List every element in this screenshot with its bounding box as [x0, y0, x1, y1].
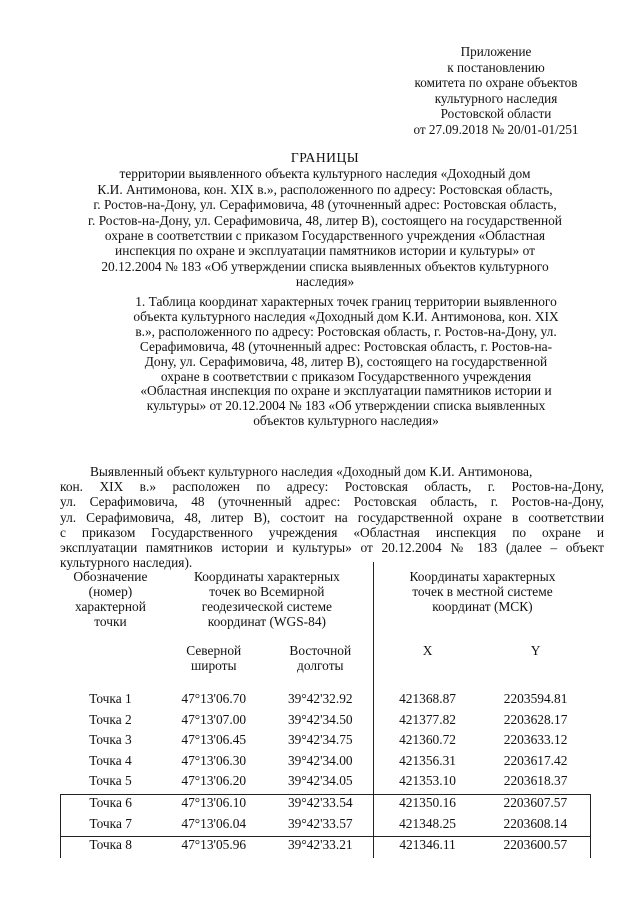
lat-cell: 47°13'06.45: [181, 732, 247, 748]
x-cell: 421350.16: [374, 794, 481, 815]
latitude-header: [160, 639, 267, 691]
point-cell: Точка 2: [89, 711, 132, 727]
longitude-header: [267, 639, 374, 691]
y-cell: 2203618.37: [503, 773, 568, 789]
lon-cell: 39°42'34.05: [287, 773, 353, 789]
y-header: Y: [530, 643, 541, 658]
y-cell: 2203594.81: [503, 691, 568, 706]
point-cell: Точка 8: [61, 837, 161, 858]
table-row: [61, 773, 591, 794]
x-cell: 421368.87: [374, 691, 481, 712]
paragraph-line: ул. Серафимовича, 48, литер В), состоит на государственной охране в соответствии: [60, 509, 604, 525]
x-cell: 421353.10: [374, 773, 481, 794]
point-cell: Точка 3: [89, 732, 132, 748]
lat-cell: 47°13'06.70: [181, 691, 247, 706]
table-row: [61, 712, 591, 733]
lat-cell: 47°13'07.00: [181, 711, 247, 727]
lat-cell: 47°13'06.30: [181, 752, 247, 768]
x-cell: 421346.11: [374, 837, 481, 858]
y-cell: 2203607.57: [481, 794, 591, 815]
table-row: [61, 837, 591, 858]
lon-cell: 39°42'34.75: [287, 732, 353, 748]
appendix-block: [380, 44, 612, 138]
header-text: (номер): [88, 584, 133, 599]
header-text: Обозначение: [73, 569, 148, 584]
appendix-line: Ростовской области: [440, 106, 552, 122]
title-heading: ГРАНИЦЫ: [290, 150, 360, 165]
section-1-heading: [92, 295, 600, 429]
y-cell: 2203617.42: [503, 752, 568, 768]
section-line: в.», расположенного по адресу: Ростовская область, г. Ростов-на-Дону, ул.: [135, 323, 557, 339]
lon-cell: 39°42'33.54: [267, 794, 374, 815]
title-line: охране в соответствии с приказом Государственного учреждения «Областная: [104, 228, 546, 244]
description-paragraph: [60, 464, 604, 570]
point-cell: Точка 4: [89, 752, 132, 768]
header-text: Северной: [186, 643, 242, 658]
header-text: координат (WGS-84): [207, 614, 326, 629]
header-text: Координаты характерных: [193, 569, 340, 584]
appendix-line: от 27.09.2018 № 20/01-01/251: [413, 121, 579, 137]
header-text: точек во Всемирной: [209, 584, 325, 599]
section-line: объекта культурного наследия «Доходный дом К.И. Антимонова, кон. XIX: [133, 308, 559, 324]
section-line: культуры» от 20.12.2004 № 183 «Об утверждении списка выявленных: [146, 398, 546, 414]
header-text: Координаты характерных: [409, 569, 556, 584]
lon-cell: 39°42'32.92: [287, 691, 353, 706]
table-header-row: [61, 562, 591, 639]
section-line: Дону, ул. Серафимовича, 48, литер В), состоящего на государственной: [144, 353, 548, 369]
title-line: инспекция по охране и эксплуатации памятников истории и культуры» от: [115, 243, 535, 259]
paragraph-line: кон. XIX в.» расположен по адресу: Ростовская область, г. Ростов-на-Дону,: [60, 479, 604, 495]
paragraph-line: ул. Серафимовича, 48 (уточненный адрес: Ростовская область, г. Ростов-на-Дону,: [60, 494, 604, 510]
title-line: г. Ростов-на-Дону, ул. Серафимовича, 48 (уточненный адрес: Ростовская область,: [93, 197, 557, 213]
header-text: долготы: [297, 658, 344, 673]
x-cell: 421356.31: [374, 753, 481, 774]
lon-cell: 39°42'33.21: [267, 837, 374, 858]
header-text: точки: [94, 614, 127, 629]
table-row: [61, 816, 591, 837]
point-cell: Точка 6: [61, 794, 161, 815]
x-cell: 421348.25: [374, 816, 481, 837]
table-row: [61, 691, 591, 712]
appendix-line: к постановлению: [447, 59, 545, 75]
section-line: 1. Таблица координат характерных точек границ территории выявленного: [135, 294, 557, 309]
appendix-line: Приложение: [460, 44, 532, 59]
lat-cell: 47°13'06.20: [181, 773, 247, 789]
lon-cell: 39°42'34.50: [287, 711, 353, 727]
paragraph-line: культурного наследия).: [60, 555, 193, 571]
header-text: точек в местной системе: [412, 584, 553, 599]
appendix-line: комитета по охране объектов: [414, 75, 578, 91]
table-row: [61, 753, 591, 774]
y-cell: 2203608.14: [481, 816, 591, 837]
section-line: «Областная инспекция по охране и эксплуатации памятников истории и: [140, 383, 552, 399]
table-row: [61, 732, 591, 753]
lon-cell: 39°42'33.57: [287, 815, 353, 831]
header-text: характерной: [74, 599, 146, 614]
lon-cell: 39°42'34.00: [287, 752, 353, 768]
wgs84-header: [160, 562, 374, 639]
table-row: [61, 794, 591, 815]
paragraph-line: с приказом Государственного учреждения «Областная инспекция по охране и: [60, 524, 604, 540]
header-text: Восточной: [289, 643, 352, 658]
title-line: территории выявленного объекта культурного наследия «Доходный дом: [119, 166, 531, 182]
y-cell: 2203628.17: [503, 711, 568, 727]
x-header: X: [374, 639, 481, 691]
header-text: координат (МСК): [432, 599, 533, 614]
lat-cell: 47°13'06.04: [181, 815, 247, 831]
msk-header: [374, 562, 591, 639]
point-designation-header: [61, 562, 161, 691]
header-text: геодезической системе: [201, 599, 332, 614]
title-line: К.И. Антимонова, кон. XIX в.», расположенного по адресу: Ростовская область,: [97, 181, 553, 197]
paragraph-line: эксплуатации памятников истории и культуры» от 20.12.2004 № 183 (далее – объект: [60, 540, 604, 556]
x-cell: 421360.72: [374, 732, 481, 753]
section-line: охране в соответствии с приказом Государственного учреждения: [160, 368, 532, 384]
title-line: наследия»: [295, 274, 355, 290]
title-line: 20.12.2004 № 183 «Об утверждении списка выявленных объектов культурного: [101, 258, 549, 274]
lat-cell: 47°13'05.96: [160, 837, 267, 858]
title-line: г. Ростов-на-Дону, ул. Серафимовича, 48, литер В), состоящего на государственной: [88, 212, 562, 228]
point-cell: Точка 7: [61, 816, 161, 837]
paragraph-line: Выявленный объект культурного наследия «Доходный дом К.И. Антимонова,: [90, 464, 533, 479]
lat-cell: 47°13'06.10: [160, 794, 267, 815]
point-cell: Точка 5: [89, 773, 132, 789]
document-title: [60, 150, 590, 290]
y-cell: 2203600.57: [481, 837, 591, 858]
point-cell: Точка 1: [89, 691, 132, 706]
section-line: Серафимовича, 48 (уточненный адрес: Ростовская область, г. Ростов-на-: [139, 338, 553, 354]
header-text: широты: [190, 658, 237, 673]
y-cell: 2203633.12: [503, 732, 568, 748]
section-line: объектов культурного наследия»: [253, 413, 439, 429]
appendix-line: культурного наследия: [434, 90, 558, 106]
coordinates-table: [60, 562, 591, 858]
x-cell: 421377.82: [374, 712, 481, 733]
